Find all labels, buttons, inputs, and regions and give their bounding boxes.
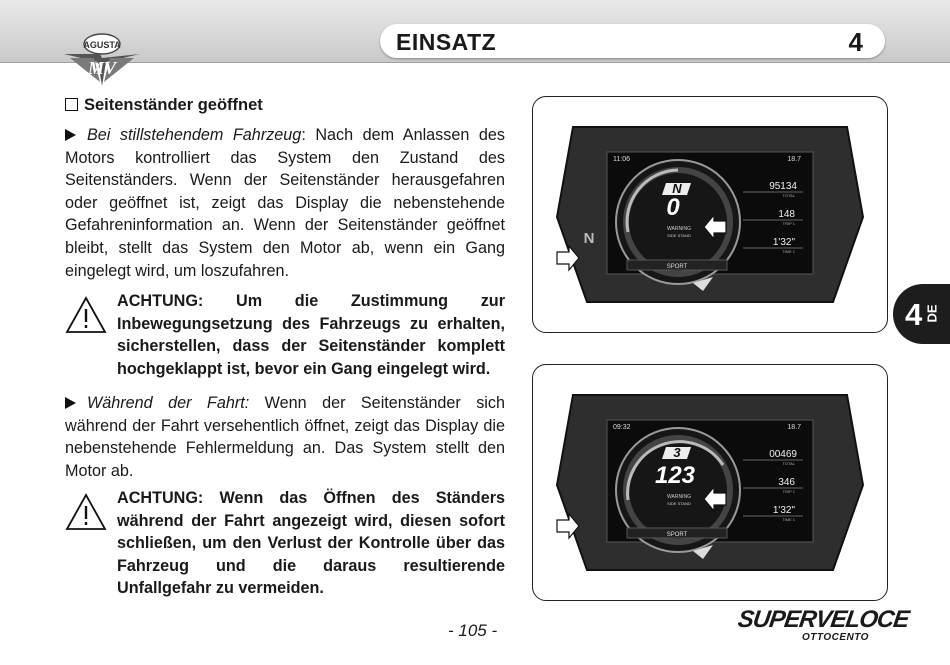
brand-name: SUPERVELOCE bbox=[736, 606, 911, 633]
chapter-number: 4 bbox=[848, 27, 863, 57]
chapter-title-bar bbox=[380, 24, 885, 58]
brand-subname: OTTOCENTO bbox=[802, 632, 869, 643]
arrow-bullet-icon bbox=[65, 397, 76, 409]
display-1-timer-label: TIME 1 bbox=[782, 249, 795, 254]
display-1-trip-label: TRIP 1 bbox=[782, 221, 795, 226]
display-2-warning-line1: WARNING bbox=[667, 494, 691, 500]
display-1-speed: 0 bbox=[666, 194, 680, 221]
tab-chapter-number: 4 bbox=[905, 297, 923, 332]
display-1-time: 11:06 bbox=[613, 156, 630, 163]
display-1-warning-line1: WARNING bbox=[667, 226, 691, 232]
display-1-temp: 18.7 bbox=[787, 156, 801, 163]
paragraph-standstill-text: : Nach dem Anlassen des Motors kontrolliert das System den Zustand des Seitenständers. Wenn der Seitenständer herausgefahren oder geöffnet ist, zeigt das Display die nebenstehende Gefahreninformation an. Wenn der Seitenständer geöffnet bleibt, stellt das System den Motor ab, wenn ein Gang eingelegt wird, um loszufahren. bbox=[65, 126, 505, 280]
display-1-total-label: TOTAL bbox=[782, 193, 795, 198]
display-2-trip: 346 bbox=[778, 477, 795, 488]
checkbox-square-icon bbox=[65, 98, 78, 111]
section-title bbox=[65, 94, 505, 117]
display-2-temp: 18.7 bbox=[787, 424, 801, 431]
brand-logo bbox=[736, 606, 911, 643]
display-2-timer: 1'32" bbox=[772, 505, 795, 516]
display-2-trip-label: TRIP 1 bbox=[782, 489, 795, 494]
logo-mark: MV bbox=[87, 58, 117, 78]
paragraph-riding-text: Wenn der Seitenständer sich während der Fahrt versehentlich öffnet, zeigt das Display die nebenstehende Fehlermeldung an. Das System stellt den Motor ab. bbox=[65, 394, 505, 480]
warning-block-1 bbox=[65, 290, 505, 380]
logo-label: AGUSTA bbox=[83, 40, 121, 50]
dashboard-figure-riding bbox=[532, 364, 888, 601]
page-number: - 105 - bbox=[448, 621, 498, 640]
paragraph-standstill bbox=[65, 124, 505, 282]
display-2-total: 00469 bbox=[769, 449, 797, 460]
paragraph-standstill-lead: Bei stillstehendem Fahrzeug bbox=[87, 126, 302, 144]
mv-agusta-logo bbox=[60, 24, 144, 90]
display-1-timer: 1'32" bbox=[772, 237, 795, 248]
display-2-mode: SPORT bbox=[666, 532, 688, 538]
display-1-trip: 148 bbox=[778, 209, 795, 220]
display-1-total: 95134 bbox=[769, 181, 797, 192]
display-2-total-label: TOTAL bbox=[782, 461, 795, 466]
tab-language: DE bbox=[924, 304, 940, 323]
paragraph-riding bbox=[65, 392, 505, 482]
dashboard-figure-standstill bbox=[532, 96, 888, 333]
display-2-warning-line2: SIDE STAND bbox=[667, 501, 691, 506]
display-2-gear: 3 bbox=[673, 445, 681, 460]
section-title-text: Seitenständer geöffnet bbox=[84, 96, 263, 114]
display-2-time: 09:32 bbox=[613, 424, 631, 431]
display-2-timer-label: TIME 1 bbox=[782, 517, 795, 522]
dashboard-display-1 bbox=[533, 97, 887, 332]
dashboard-display-2 bbox=[533, 365, 887, 600]
display-1-warning-line2: SIDE STAND bbox=[667, 233, 691, 238]
paragraph-riding-lead: Während der Fahrt: bbox=[87, 394, 250, 412]
warning-1-text: ACHTUNG: Um die Zustimmung zur Inbewegungsetzung des Fahrzeugs zu erhalten, sicherstellen, dass der Seitenständer komplett hochgeklappt ist, bevor ein Gang eingelegt wird. bbox=[117, 292, 505, 378]
display-1-mode: SPORT bbox=[666, 264, 688, 270]
display-1-neutral-indicator: N bbox=[583, 230, 595, 247]
warning-2-text: ACHTUNG: Wenn das Öffnen des Ständers während der Fahrt angezeigt wird, diesen sofort schließen, um den Verlust der Kontrolle über das Fahrzeug und die daraus resultierende Unfallgefahr zu vermeiden. bbox=[117, 489, 505, 598]
warning-block-2 bbox=[65, 487, 505, 600]
arrow-bullet-icon bbox=[65, 129, 76, 141]
chapter-language-tab bbox=[893, 284, 950, 344]
display-2-speed: 123 bbox=[654, 462, 696, 489]
page-title: EINSATZ bbox=[396, 29, 497, 55]
display-1-gear: N bbox=[672, 181, 682, 196]
warning-triangle-icon bbox=[65, 296, 107, 334]
warning-triangle-icon bbox=[65, 493, 107, 531]
